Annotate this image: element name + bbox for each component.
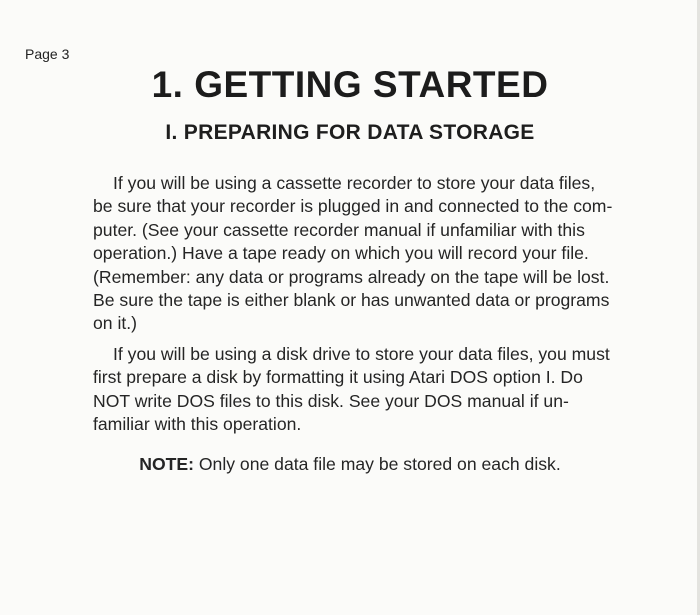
note-text: Only one data file may be stored on each disk. — [193, 454, 561, 474]
paragraph-line: operation.) Have a tape ready on which you will record your file. — [93, 243, 589, 264]
note-label: NOTE: — [139, 454, 194, 474]
note — [0, 453, 700, 476]
disk-paragraph — [93, 343, 613, 437]
paragraph-line: familiar with this operation. — [93, 414, 302, 435]
paragraph-line: (Remember: any data or programs already on the tape will be lost. — [93, 266, 610, 287]
paragraph-line: first prepare a disk by formatting it using Atari DOS option I. Do — [93, 367, 583, 388]
paragraph-line: on it.) — [93, 313, 138, 334]
chapter-title: 1. GETTING STARTED — [151, 64, 549, 105]
paragraph-line: NOT write DOS files to this disk. See your DOS manual if un- — [93, 390, 569, 411]
cassette-paragraph — [93, 172, 613, 336]
page-number: Page 3 — [25, 46, 70, 62]
paragraph-line: If you will be using a cassette recorder to store your data files, — [113, 173, 596, 193]
paragraph-line: be sure that your recorder is plugged in and connected to the com- — [93, 196, 613, 217]
section-heading: I. PREPARING FOR DATA STORAGE — [165, 121, 535, 144]
paragraph-line: If you will be using a disk drive to store your data files, you must — [113, 344, 610, 364]
paragraph-line: puter. (See your cassette recorder manual if unfamiliar with this — [93, 219, 585, 240]
paragraph-line: Be sure the tape is either blank or has unwanted data or programs — [93, 290, 610, 311]
